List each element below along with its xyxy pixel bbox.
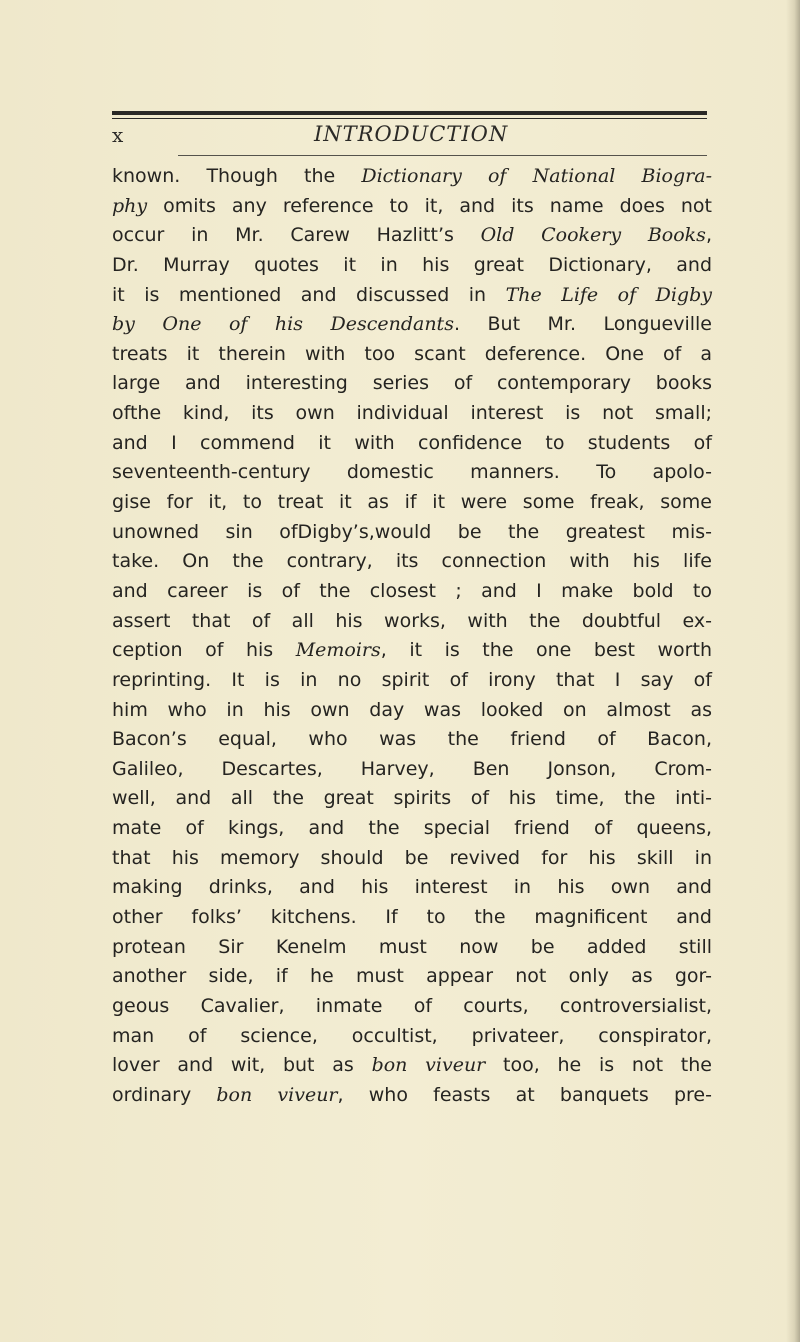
- text-run: ofthe kind, its own individual interest is not small;: [112, 402, 712, 425]
- text-line: [112, 755, 712, 785]
- italic-text: The Life of Digby: [505, 283, 712, 306]
- text-run: that his memory should be revived for his skill in: [112, 846, 712, 869]
- page-header: [112, 122, 707, 154]
- page-edge-shadow: [786, 0, 800, 1342]
- text-line: [112, 696, 712, 726]
- text-line: [112, 607, 712, 637]
- header-underline: [178, 155, 707, 156]
- body-text: [112, 162, 712, 1111]
- text-run: Galileo, Descartes, Harvey, Ben Jonson, Crom-: [112, 757, 712, 780]
- text-line: [112, 251, 712, 281]
- text-line: [112, 903, 712, 933]
- text-run: too, he is not the: [485, 1054, 712, 1077]
- header-rule-thick: [112, 111, 707, 115]
- text-run: unowned sin ofDigby’s,would be the greatest mis-: [112, 520, 712, 543]
- text-line: [112, 1081, 712, 1111]
- text-line: [112, 1051, 712, 1081]
- text-run: lover and wit, but as: [112, 1054, 372, 1077]
- text-run: ordinary: [112, 1083, 217, 1106]
- text-run: ception of his: [112, 639, 296, 662]
- italic-text: Dictionary of National Biogra-: [361, 165, 712, 187]
- page-number: x: [112, 123, 124, 147]
- text-run: omits any reference to it, and its name does not: [147, 194, 712, 217]
- text-run: Bacon’s equal, who was the friend of Bacon,: [112, 728, 712, 751]
- italic-text: bon viveur: [216, 1083, 338, 1106]
- text-run: geous Cavalier, inmate of courts, controversialist,: [112, 994, 712, 1017]
- text-line: [112, 784, 712, 814]
- text-line: [112, 577, 712, 607]
- text-line: [112, 636, 712, 666]
- text-line: [112, 547, 712, 577]
- text-line: [112, 992, 712, 1022]
- text-run: well, and all the great spirits of his time, the inti-: [112, 787, 712, 810]
- text-run: and career is of the closest ; and I make bold to: [112, 579, 712, 602]
- text-run: large and interesting series of contemporary books: [112, 372, 712, 395]
- text-run: other folks’ kitchens. If to the magnificent and: [112, 906, 712, 929]
- text-run: protean Sir Kenelm must now be added still: [112, 935, 712, 958]
- text-run: , it is the one best worth: [380, 639, 712, 662]
- italic-text: bon viveur: [371, 1054, 486, 1077]
- italic-text: Memoirs: [295, 639, 381, 662]
- text-run: him who in his own day was looked on almost as: [112, 698, 712, 721]
- text-run: gise for it, to treat it as if it were some freak, some: [112, 491, 712, 514]
- header-rule-thin: [112, 118, 707, 119]
- text-line: [112, 192, 712, 222]
- text-run: treats it therein with too scant deference. One of a: [112, 342, 712, 365]
- text-line: [112, 666, 712, 696]
- text-run: occur in Mr. Carew Hazlitt’s: [112, 224, 481, 247]
- text-line: [112, 814, 712, 844]
- text-line: [112, 340, 712, 370]
- text-line: [112, 369, 712, 399]
- text-run: ,: [705, 224, 712, 247]
- text-line: [112, 873, 712, 903]
- text-run: Dr. Murray quotes it in his great Dictionary, and: [112, 253, 712, 276]
- text-run: assert that of all his works, with the doubtful ex-: [112, 609, 712, 632]
- text-line: [112, 1022, 712, 1052]
- text-run: take. On the contrary, its connection with his life: [112, 550, 712, 573]
- text-line: [112, 725, 712, 755]
- text-line: [112, 518, 712, 548]
- text-run: seventeenth-century domestic manners. To apolo-: [112, 461, 712, 484]
- text-run: and I commend it with confidence to students of: [112, 431, 712, 454]
- text-run: mate of kings, and the special friend of queens,: [112, 817, 712, 840]
- text-line: [112, 962, 712, 992]
- text-run: man of science, occultist, privateer, conspirator,: [112, 1024, 712, 1047]
- text-line: [112, 221, 712, 251]
- text-line: [112, 933, 712, 963]
- text-run: making drinks, and his interest in his own and: [112, 876, 712, 899]
- text-line: [112, 310, 712, 340]
- text-line: [112, 281, 712, 311]
- text-run: , who feasts at banquets pre-: [337, 1083, 712, 1106]
- text-line: [112, 844, 712, 874]
- text-line: [112, 488, 712, 518]
- text-run: another side, if he must appear not only as gor-: [112, 965, 712, 988]
- text-line: [112, 399, 712, 429]
- text-run: reprinting. It is in no spirit of irony that I say of: [112, 668, 712, 691]
- text-line: [112, 162, 712, 192]
- text-run: it is mentioned and discussed in: [112, 283, 506, 306]
- text-run: known. Though the: [112, 165, 362, 187]
- italic-text: Old Cookery Books: [480, 224, 706, 247]
- italic-text: phy: [112, 194, 148, 217]
- running-title: INTRODUCTION: [314, 122, 509, 146]
- text-run: . But Mr. Longueville: [453, 313, 712, 336]
- text-line: [112, 458, 712, 488]
- text-line: [112, 429, 712, 459]
- italic-text: by One of his Descendants: [112, 313, 454, 336]
